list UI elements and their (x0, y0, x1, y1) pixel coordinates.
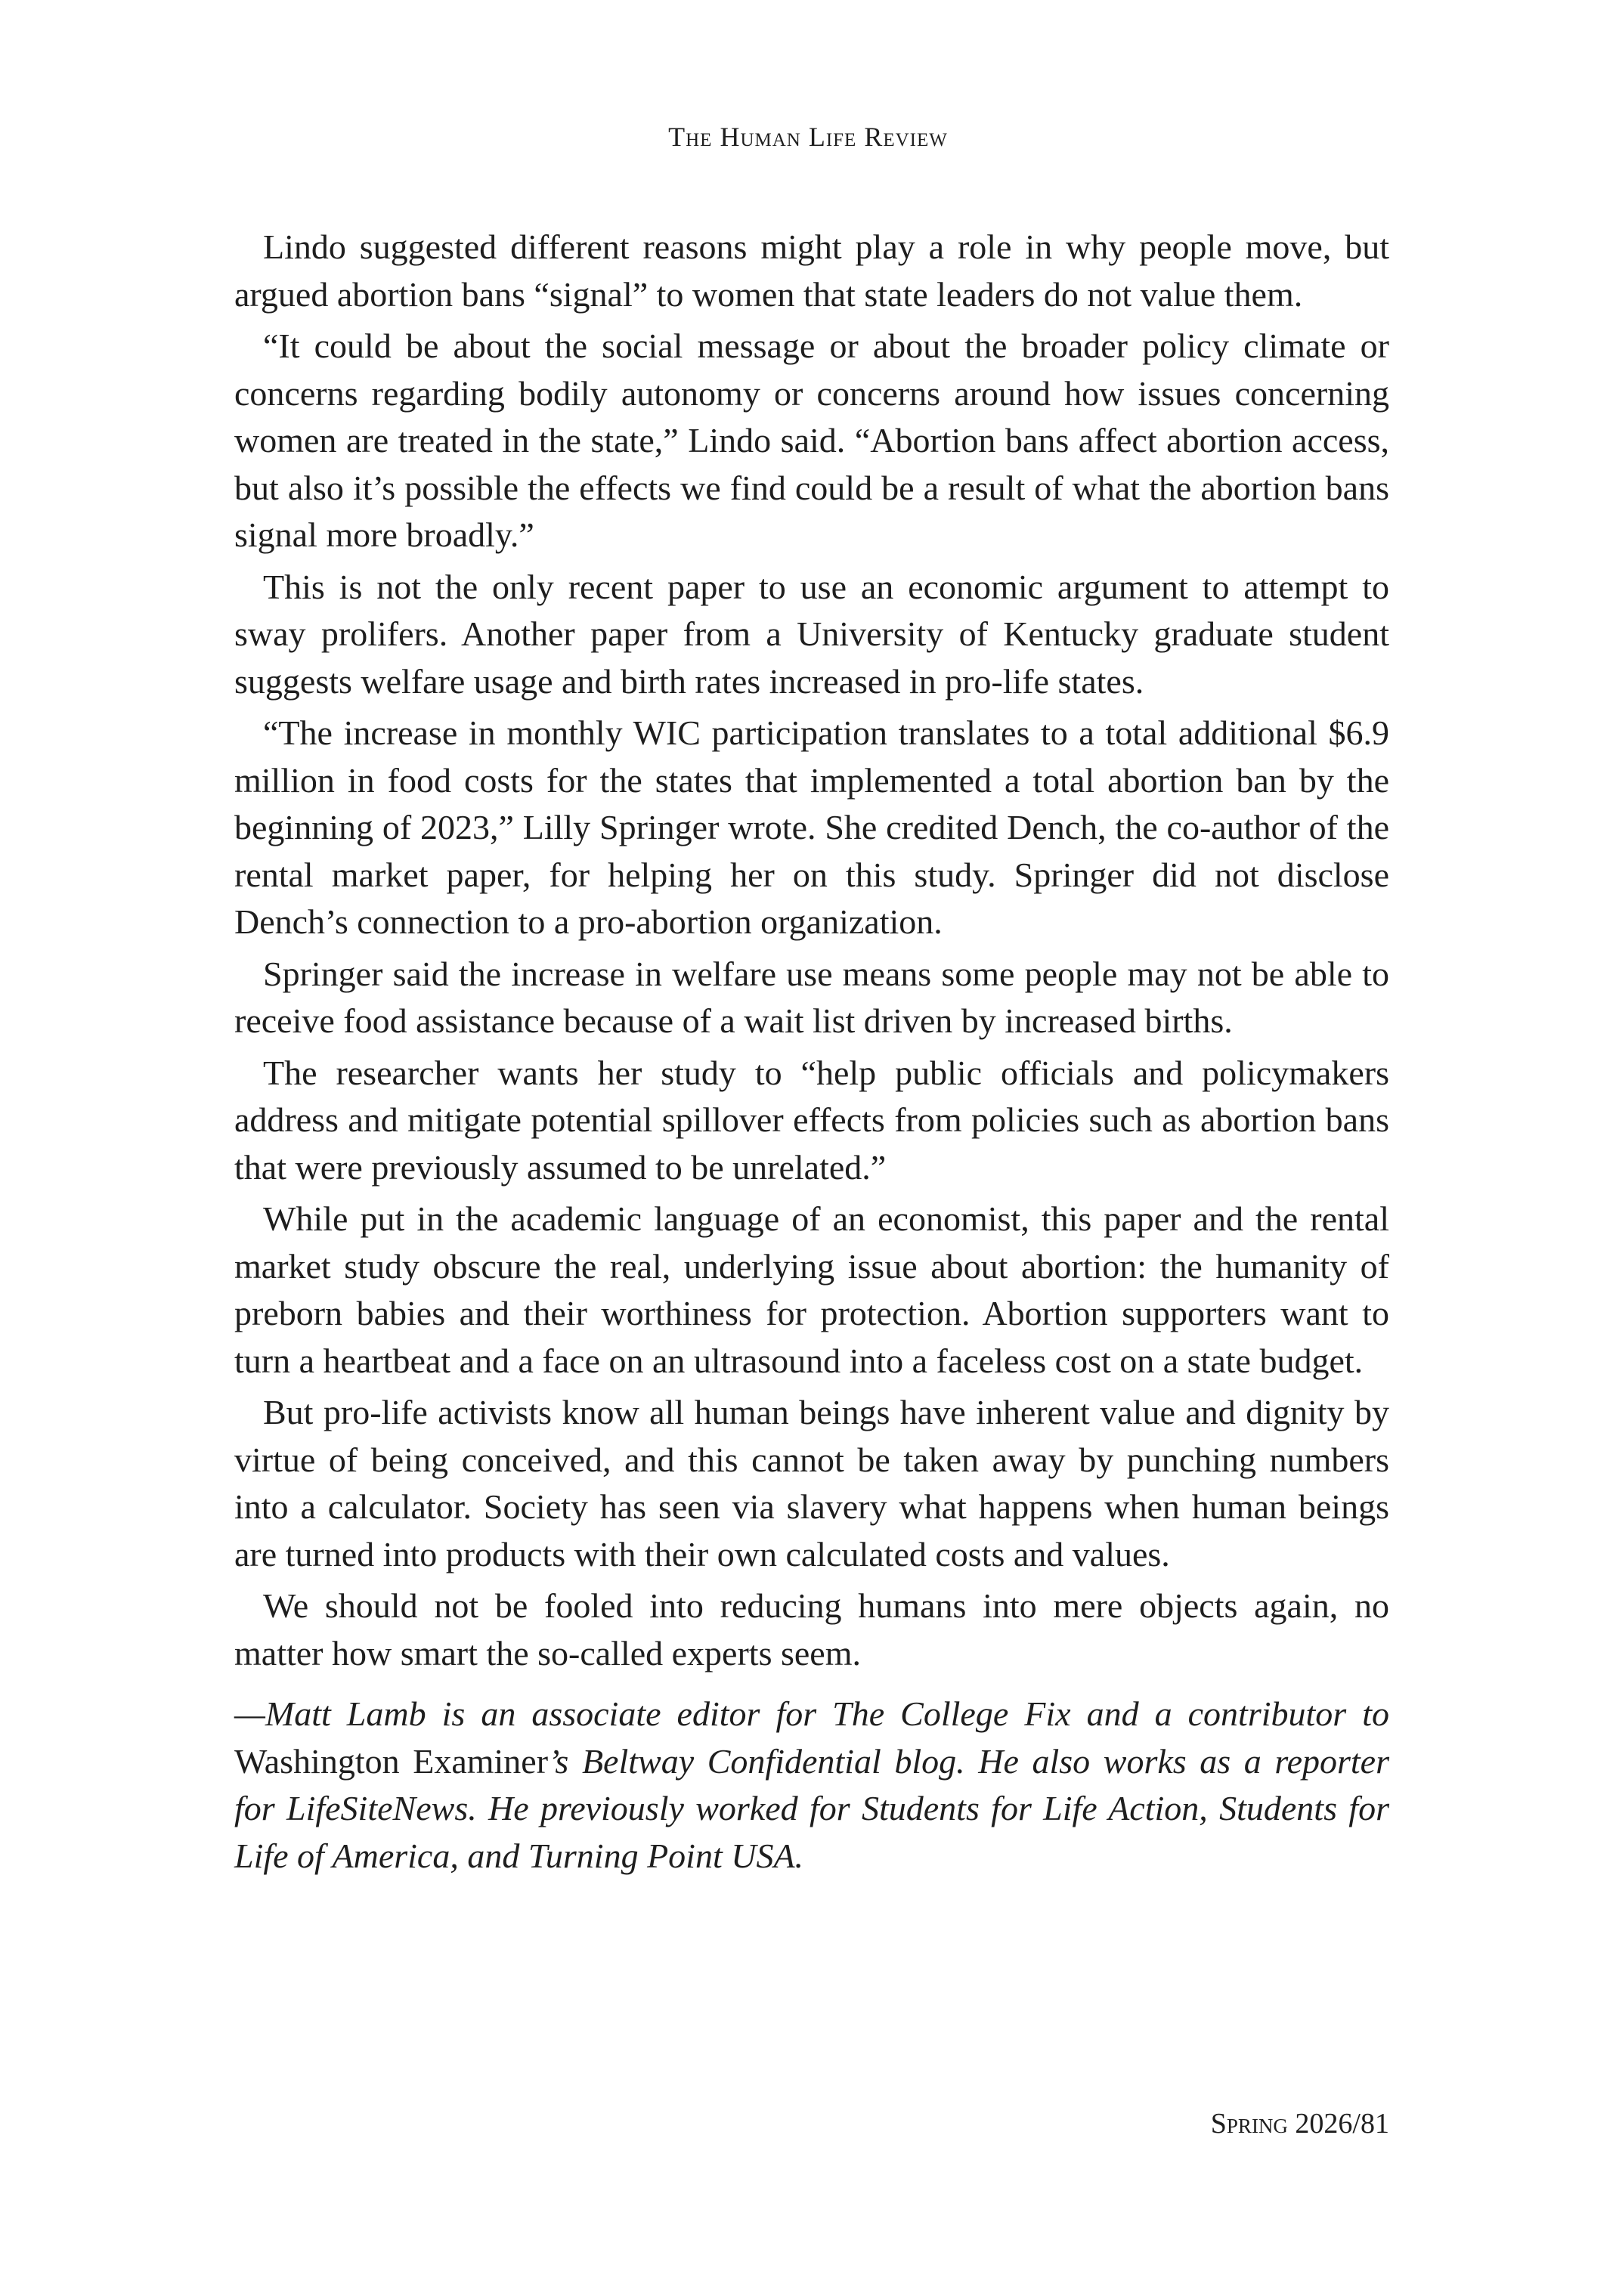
paragraph: While put in the academic language of an economist, this paper and the rental market study obscure the real, underlying issue about abortion: the humanity of preborn babies and their worthiness for protection. Abortion supporters want to turn a heartbeat and a face on an ultrasound into a faceless cost on a state budget. (234, 1199, 1389, 1380)
paragraph: But pro-life activists know all human beings have inherent value and dignity by virtue of being conceived, and this cannot be taken away by punching numbers into a calculator. Society has seen via slavery what happens when human beings are turned into products with their own calculated costs and values. (234, 1393, 1389, 1573)
running-head: The Human Life Review (668, 122, 948, 152)
paragraph: “The increase in monthly WIC participation translates to a total additional $6.9 million in food costs for the states that implemented a total abortion ban by the beginning of 2023,” Lilly Springer wrote. She credited Dench, the co-author of the rental market paper, for helping her on this study. Springer did not disclose Dench’s connection to a pro-abortion organization. (234, 713, 1389, 941)
paragraph: We should not be fooled into reducing humans into mere objects again, no matter how smart the so-called experts seem. (234, 1586, 1389, 1672)
paragraph: The researcher wants her study to “help public officials and policymakers address and mitigate potential spillover effects from policies such as abortion bans that were previously assumed to be unrelated.” (234, 1053, 1389, 1187)
article-body (234, 224, 1389, 1884)
bio-publication-name: Washington Examiner (234, 1741, 549, 1781)
paragraph: “It could be about the social message or about the broader policy climate or concerns regarding bodily autonomy or concerns around how issues concerning women are treated in the state,” Lindo said. “Abortion bans affect abortion access, but also it’s possible the effects we find could be a result of what the abortion bans signal more broadly.” (234, 326, 1389, 554)
bio-text-start: —Matt Lamb is an associate editor for The College Fix and a contributor to (234, 1694, 1389, 1733)
paragraph: Springer said the increase in welfare use means some people may not be able to receive food assistance because of a wait list driven by increased births. (234, 954, 1389, 1040)
paragraph: This is not the only recent paper to use an economic argument to attempt to sway prolifers. Another paper from a University of Kentucky graduate student suggests welfare usage and birth rates increased in pro-life states. (234, 567, 1389, 701)
paragraph: Lindo suggested different reasons might play a role in why people move, but argued abortion bans “signal” to women that state leaders do not value them. (234, 227, 1389, 314)
page-folio: Spring 2026/81 (1210, 2108, 1389, 2140)
author-bio (234, 1691, 1389, 1880)
bio-text-end: ’s Beltway Confidential blog. He also works as a reporter for LifeSiteNews. He previously worked for Students for Life Action, Students for Life of America, and Turning Point USA. (234, 1741, 1389, 1875)
